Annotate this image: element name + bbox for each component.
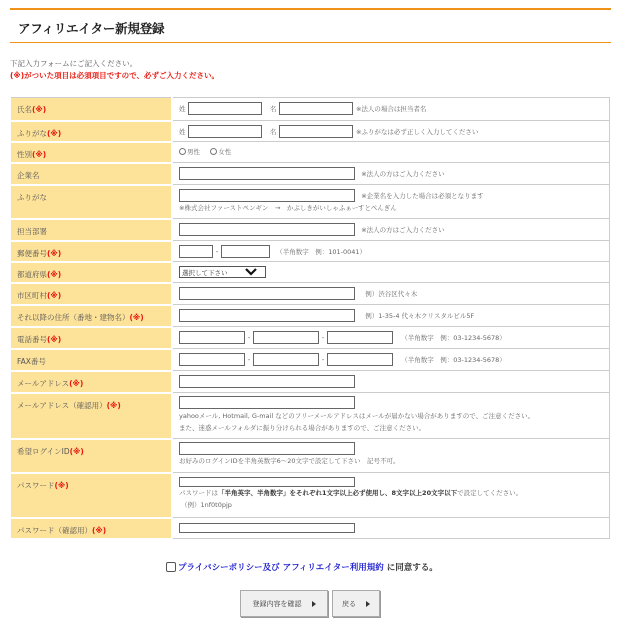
- zip1-input[interactable]: [179, 245, 213, 258]
- row-city: [11, 283, 610, 305]
- email-note-1: yahooメール, Hotmail, G-mail などのフリーメールアドレスはメールが届かない場合がありますので、ご注意ください。: [179, 412, 535, 420]
- label-prefecture: 都道府県(※): [11, 262, 172, 283]
- prefecture-select[interactable]: 選択して下さい: [179, 266, 266, 278]
- required-mark: (※): [106, 400, 121, 410]
- required-note: (※)がついた項目は必須項目ですので、必ずご入力ください。: [10, 71, 219, 80]
- back-button[interactable]: 戻る: [332, 590, 380, 617]
- city-hint: 例）渋谷区代々木: [365, 290, 418, 298]
- company-kana-hint: ※企業名を入力した場合は必須となります: [361, 192, 484, 200]
- sei-label: 姓: [179, 128, 186, 136]
- required-mark: (※): [69, 446, 84, 456]
- name-hint: ※法人の場合は担当者名: [355, 105, 427, 113]
- label-tel: 電話番号(※): [11, 327, 172, 349]
- required-mark: (※): [47, 269, 62, 279]
- required-mark: (※): [47, 334, 62, 344]
- label-password: パスワード(※): [11, 473, 172, 518]
- required-mark: (※): [47, 248, 62, 258]
- label-login-id: 希望ログインID(※): [11, 439, 172, 473]
- zip-hint: （半角数字 例：101-0041）: [276, 248, 367, 256]
- radio-male[interactable]: [179, 148, 186, 155]
- required-mark: (※): [54, 480, 69, 490]
- label-email: メールアドレス(※): [11, 371, 172, 393]
- intro: [10, 58, 219, 82]
- login-id-note: お好みのログインIDを半角英数字6～20文字で設定して下さい 記号不可。: [179, 457, 400, 465]
- label-password-confirm: パスワード（確認用）(※): [11, 518, 172, 539]
- label-company-kana: ふりがな: [11, 185, 172, 219]
- label-furigana: ふりがな(※): [11, 121, 172, 142]
- agreement: プライバシーポリシー 及び アフィリエイター利用規約 に同意する。: [166, 561, 438, 573]
- row-prefecture: [11, 262, 610, 283]
- tel2-input[interactable]: [253, 331, 319, 344]
- last-name-input[interactable]: [188, 102, 262, 115]
- row-email: [11, 371, 610, 393]
- department-hint: ※法人の方はご入力ください: [361, 226, 445, 234]
- row-address: [11, 305, 610, 327]
- required-mark: (※): [32, 149, 47, 159]
- password-confirm-input[interactable]: [179, 523, 355, 533]
- intro-note: 下記入力フォームにご記入ください。: [10, 59, 138, 68]
- row-email-confirm: [11, 393, 610, 439]
- label-address: それ以降の住所（番地・建物名）(※): [11, 305, 172, 327]
- first-name-input[interactable]: [279, 102, 353, 115]
- chevron-down-icon: [245, 268, 257, 276]
- department-input[interactable]: [179, 223, 355, 236]
- label-company: 企業名: [11, 163, 172, 185]
- row-company-kana: [11, 185, 610, 219]
- required-mark: (※): [47, 290, 62, 300]
- label-department: 担当部署: [11, 219, 172, 241]
- row-login-id: [11, 439, 610, 473]
- password-example: （例）1nf0t0pjp: [181, 501, 232, 509]
- registration-form: [11, 97, 610, 540]
- login-id-input[interactable]: [179, 442, 355, 455]
- required-mark: (※): [92, 525, 107, 535]
- email-input[interactable]: [179, 375, 355, 388]
- required-mark: (※): [47, 128, 62, 138]
- triangle-right-icon: [312, 601, 316, 607]
- privacy-policy-link[interactable]: プライバシーポリシー: [178, 563, 263, 573]
- password-input[interactable]: [179, 477, 355, 487]
- row-company: [11, 163, 610, 185]
- row-department: [11, 219, 610, 241]
- label-city: 市区町村(※): [11, 283, 172, 305]
- city-input[interactable]: [179, 287, 355, 300]
- tel1-input[interactable]: [179, 331, 245, 344]
- gender-male-option[interactable]: 男性: [179, 147, 200, 156]
- sei-label: 姓: [179, 105, 186, 113]
- row-tel: 電話番号(※) - - （半角数字 例：03-1234-5678）: [11, 327, 610, 349]
- company-input[interactable]: [179, 167, 355, 180]
- page-header: [10, 8, 611, 43]
- zip2-input[interactable]: [221, 245, 270, 258]
- label-name: 氏名(※): [11, 98, 172, 121]
- row-zip: 郵便番号(※) - （半角数字 例：101-0041）: [11, 241, 610, 262]
- address-input[interactable]: [179, 309, 355, 322]
- row-password-confirm: [11, 518, 610, 539]
- company-kana-input[interactable]: [179, 189, 355, 202]
- fax-hint: （半角数字 例：03-1234-5678）: [401, 356, 506, 364]
- row-furigana: [11, 121, 610, 142]
- agree-checkbox[interactable]: [166, 562, 176, 572]
- row-name: [11, 98, 610, 121]
- password-note: パスワードは「半角英字、半角数字」をそれぞれ1文字以上必ず使用し、8文字以上20文字以下で設定してください。: [179, 489, 523, 497]
- label-fax: FAX番号: [11, 349, 172, 371]
- gender-female-option[interactable]: 女性: [210, 147, 231, 156]
- confirm-button[interactable]: 登録内容を確認: [240, 590, 328, 617]
- email-note-2: また、迷惑メールフォルダに振り分けられる場合がありますので、ご注意ください。: [179, 424, 426, 432]
- fax3-input[interactable]: [327, 353, 393, 366]
- first-name-kana-input[interactable]: [279, 125, 353, 138]
- tel3-input[interactable]: [327, 331, 393, 344]
- label-gender: 性別(※): [11, 142, 172, 163]
- mei-label: 名: [269, 128, 277, 136]
- fax1-input[interactable]: [179, 353, 245, 366]
- row-password: [11, 473, 610, 518]
- company-hint: ※法人の方はご入力ください: [361, 170, 445, 178]
- triangle-right-icon: [366, 601, 370, 607]
- furigana-hint: ※ふりがなは必ず正しく入力してください: [355, 128, 479, 136]
- label-zip: 郵便番号(※): [11, 241, 172, 262]
- fax2-input[interactable]: [253, 353, 319, 366]
- page-title: アフィリエイター新規登録: [18, 21, 165, 36]
- tel-hint: （半角数字 例：03-1234-5678）: [401, 334, 506, 342]
- last-name-kana-input[interactable]: [188, 125, 262, 138]
- required-mark: (※): [32, 105, 47, 114]
- row-gender: [11, 142, 610, 163]
- company-kana-example: ※株式会社ファーストペンギン → かぶしきがいしゃふぁーすとぺんぎん: [179, 204, 397, 212]
- label-email-confirm: メールアドレス（確認用）(※): [11, 393, 172, 439]
- required-mark: (※): [69, 378, 84, 388]
- row-fax: FAX番号 - - （半角数字 例：03-1234-5678）: [11, 349, 610, 371]
- email-confirm-input[interactable]: [179, 396, 355, 409]
- address-hint: 例）1-35-4 代々木クリスタルビル5F: [365, 312, 475, 320]
- mei-label: 名: [269, 105, 277, 113]
- radio-female[interactable]: [210, 148, 217, 155]
- affiliate-terms-link[interactable]: アフィリエイター利用規約: [282, 563, 384, 573]
- required-mark: (※): [129, 312, 144, 322]
